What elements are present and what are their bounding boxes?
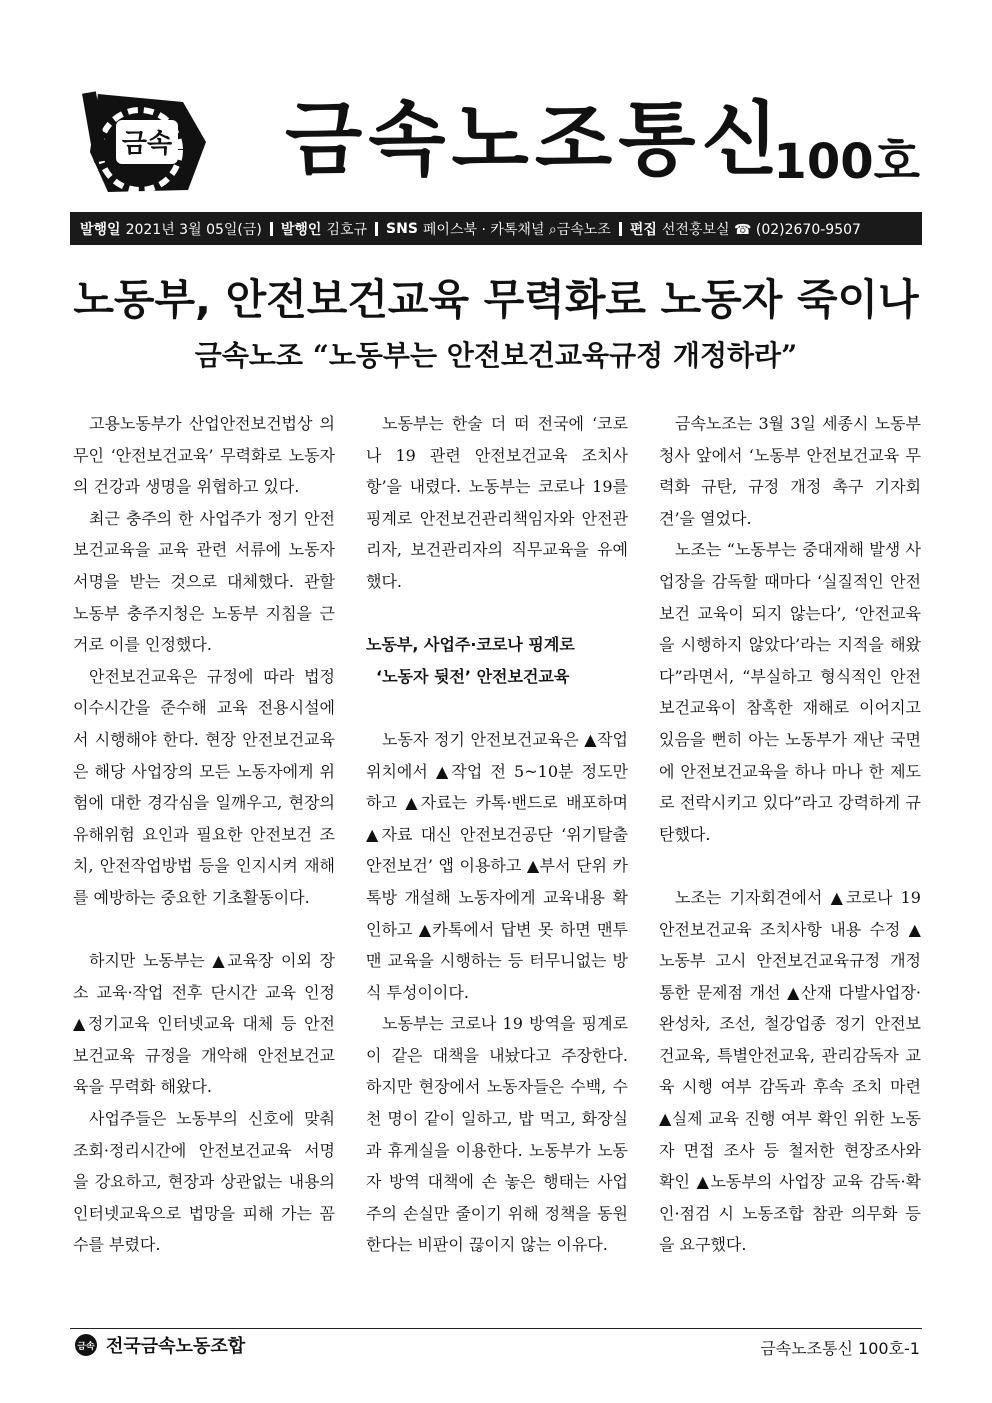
publisher-label: 발행인	[280, 221, 322, 238]
footer-organization	[72, 1332, 245, 1358]
paragraph: 하지만 노동부는 ▲교육장 이외 장소 교육·작업 전후 단시간 교육 인정 ▲정기교육 인터넷교육 대체 등 안전보건교육 규정을 개악해 안전보건교육을 무력화 해왔다.	[73, 951, 335, 1097]
union-fist-logo-icon	[78, 82, 213, 197]
organization-name: 전국금속노동조합	[106, 1336, 246, 1357]
section-heading: 노동부, 사업주·코로나 핑계로	[366, 635, 575, 655]
date-value: 2021년 3월 05일(금)	[125, 221, 262, 238]
divider	[270, 222, 273, 236]
headline: 노동부, 안전보건교육 무력화로 노동자 죽이나	[73, 275, 919, 324]
subheadline: 금속노조 “노동부는 안전보건교육규정 개정하라”	[194, 339, 798, 372]
publisher-value: 김호규	[326, 221, 368, 238]
section-heading: ‘노동자 뒷전’ 안전보건교육	[376, 666, 570, 686]
paragraph: 노동부는 코로나 19 방역을 핑계로 이 같은 대책을 내놨다고 주장한다. 하지만 현장에서 노동자들은 수백, 수천 명이 같이 일하고, 밥 먹고, 화장실과 휴게실을 이용한다. 노동부가 노동자 방역 대책에 손 놓은 행태는 사업주의 손실만 줄이기 위해 정책을 동원한다는 비판이 끊이지 않는 이유다.	[366, 1014, 628, 1255]
article-column-3	[659, 408, 921, 1261]
paragraph: 고용노동부가 산업안전보건법상 의무인 ‘안전보건교육’ 무력화로 노동자의 건강과 생명을 위협하고 있다.	[73, 414, 335, 497]
sns-label: SNS	[386, 220, 418, 237]
paragraph: 노동자 정기 안전보건교육은 ▲작업 위치에서 ▲작업 전 5~10분 정도만 하고 ▲자료는 카톡·밴드로 배포하며 ▲자료 대신 안전보건공단 ‘위기탈출 안전보건’ 앱 이용하고 ▲부서 단위 카톡방 개설해 노동자에게 교육내용 확인하고 ▲카톡에서 답변 못 하면 맨투맨 교육을 시행하는 등 터무니없는 방식 투성이이다.	[366, 729, 628, 1002]
paragraph: 노동부는 한술 더 떠 전국에 ‘코로나 19 관련 안전보건교육 조치사항’을 내렸다. 노동부는 코로나 19를 핑계로 안전보건관리책임자와 안전관리자, 보건관리자의 직무교육을 유예했다.	[366, 414, 628, 591]
svg-text:금속: 금속	[121, 129, 173, 159]
divider	[619, 222, 622, 236]
article-column-2	[366, 408, 628, 1261]
svg-text:금속: 금속	[77, 1342, 95, 1352]
editor-value: 선전홍보실 ☎ (02)2670-9507	[661, 221, 861, 238]
editor-label: 편집	[629, 221, 657, 238]
newsletter-title: 금속노조통신	[285, 93, 785, 186]
date-label: 발행일	[80, 221, 121, 238]
masthead	[70, 72, 925, 202]
page-number: 금속노조통신 100호-1	[760, 1339, 920, 1358]
paragraph: 노조는 기자회견에서 ▲코로나 19 안전보건교육 조치사항 내용 수정 ▲노동부 고시 안전보건교육규정 개정 통한 문제점 개선 ▲산재 다발사업장·완성차, 조선, 철강업종 정기 안전보건교육, 특별안전교육, 관리감독자 교육 시행 여부 감독과 후속 조치 마련 ▲실제 교육 진행 여부 확인 위한 노동자 면접 조사 등 철저한 현장조사와 확인 ▲노동부의 사업장 교육 감독·확인·점검 시 노동조합 참관 의무화 등을 요구했다.	[659, 887, 921, 1255]
footer-divider	[70, 1328, 922, 1329]
sns-value: 페이스북 · 카톡채널 ⌕금속노조	[422, 221, 611, 238]
article-column-1	[73, 408, 335, 1261]
publication-info-bar	[70, 212, 922, 245]
issue-number: 100호	[773, 134, 920, 190]
paragraph: 최근 충주의 한 사업주가 정기 안전보건교육을 교육 관련 서류에 노동자 서명을 받는 것으로 대체했다. 관할 노동부 충주지청은 노동부 지침을 근거로 이를 인정했다.	[73, 508, 335, 655]
divider	[375, 222, 378, 236]
union-logo-icon	[72, 1333, 100, 1357]
paragraph: 안전보건교육은 규정에 따라 법정 이수시간을 준수해 교육 전용시설에서 시행해야 한다. 현장 안전보건교육은 해당 사업장의 모든 노동자에게 위험에 대한 경각심을 일깨우고, 현장의 유해위험 요인과 필요한 안전보건 조치, 안전작업방법 등을 인지시켜 재해를 예방하는 중요한 기초활동이다.	[73, 666, 335, 907]
paragraph: 사업주들은 노동부의 신호에 맞춰 조회·정리시간에 안전보건교육 서명을 강요하고, 현장과 상관없는 내용의 인터넷교육으로 법망을 피해 가는 꼼수를 부렸다.	[73, 1109, 335, 1255]
paragraph: 노조는 “노동부는 중대재해 발생 사업장을 감독할 때마다 ‘실질적인 안전보건 교육이 되지 않는다’, ‘안전교육을 시행하지 않았다’라는 지적을 해왔다”라면서, “부실하고 형식적인 안전보건교육이 참혹한 재해로 이어지고 있음을 뻔히 아는 노동부가 재난 국면에 안전보건교육을 하나 마나 한 제도로 전락시키고 있다”라고 강력하게 규탄했다.	[659, 540, 921, 844]
paragraph: 금속노조는 3월 3일 세종시 노동부 청사 앞에서 ‘노동부 안전보건교육 무력화 규탄, 규정 개정 촉구 기자회견’을 열었다.	[659, 414, 921, 528]
